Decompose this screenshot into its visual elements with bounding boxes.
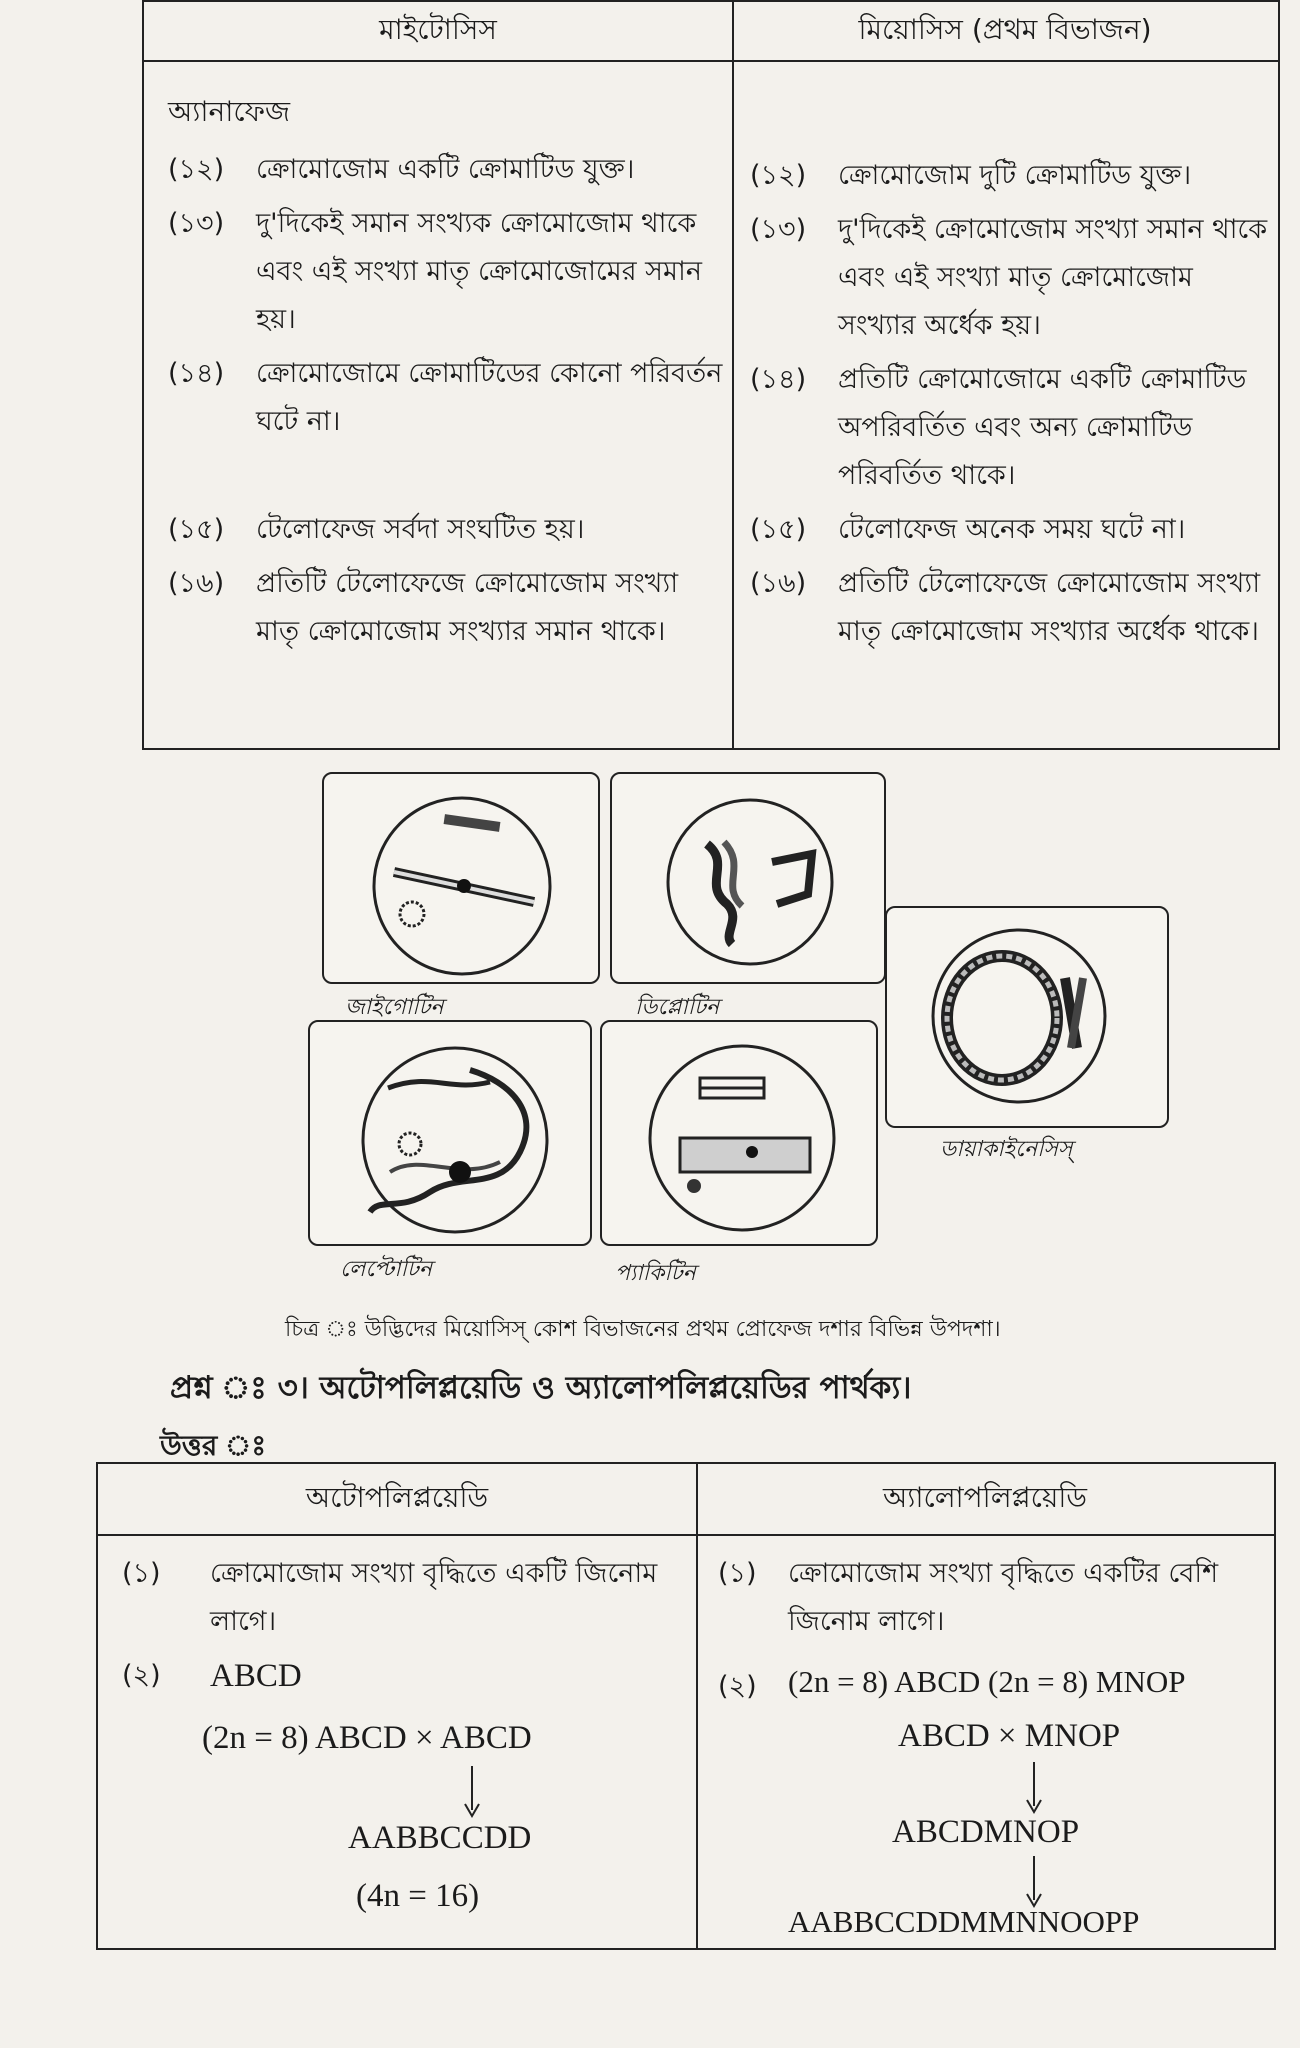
diplotene-drawing bbox=[612, 774, 888, 986]
allo-item2-num: (২) bbox=[718, 1671, 757, 1702]
diakinesis-drawing bbox=[887, 908, 1171, 1130]
zygotene-panel bbox=[322, 772, 600, 984]
label-pachytene: প্যাকিটিন bbox=[615, 1261, 696, 1286]
list-item: (১৪) ক্রোমোজোমে ক্রোমাটিডের কোনো পরিবর্তন ঘটে না। bbox=[168, 358, 723, 437]
label-diakinesis: ডায়াকাইনেসিস্ bbox=[940, 1137, 1073, 1162]
list-item: (১৩) দু'দিকেই সমান সংখ্যক ক্রোমোজোম থাকে এবং এই সংখ্যা মাতৃ ক্রোমোজোমের সমান হয়। bbox=[168, 208, 702, 335]
comparison-table-polyploidy bbox=[96, 1462, 1276, 1950]
comparison-table-mitosis-meiosis bbox=[142, 0, 1280, 750]
column-divider bbox=[732, 2, 734, 748]
list-item: (১৬) প্রতিটি টেলোফেজে ক্রোমোজোম সংখ্যা মাতৃ ক্রোমোজোম সংখ্যার সমান থাকে। bbox=[168, 568, 679, 647]
allo-product: AABBCCDDMMNNOOPP bbox=[788, 1904, 1140, 1939]
list-item: (২) ABCD bbox=[122, 1658, 302, 1694]
list-item: (১) ক্রোমোজোম সংখ্যা বৃদ্ধিতে একটি জিনোম লাগে। bbox=[122, 1558, 658, 1637]
question-heading: প্রশ্ন ঃ ৩। অটোপলিপ্লয়েডি ও অ্যালোপলিপ্লয়েডির পার্থক্য। bbox=[170, 1370, 912, 1406]
auto-chromosome-count: (4n = 16) bbox=[356, 1878, 480, 1914]
auto-product: AABBCCDD bbox=[348, 1820, 532, 1856]
diakinesis-panel bbox=[885, 906, 1169, 1128]
header-allopolyploidy: অ্যালোপলিপ্লয়েডি bbox=[696, 1464, 1274, 1536]
down-arrow-icon bbox=[462, 1766, 482, 1818]
header-autopolyploidy: অটোপলিপ্লয়েডি bbox=[98, 1464, 696, 1536]
list-item: (১২) ক্রোমোজোম দুটি ক্রোমাটিড যুক্ত। bbox=[750, 160, 1192, 191]
column-divider bbox=[696, 1464, 698, 1948]
pachytene-panel bbox=[600, 1020, 878, 1246]
diplotene-panel bbox=[610, 772, 886, 984]
header-mitosis: মাইটোসিস bbox=[144, 2, 732, 62]
list-item: (১২) ক্রোমোজোম একটি ক্রোমাটিড যুক্ত। bbox=[168, 154, 635, 185]
label-zygotene: জাইগোটিন bbox=[345, 995, 444, 1020]
down-arrow-icon bbox=[1024, 1762, 1044, 1814]
list-item: (১) ক্রোমোজোম সংখ্যা বৃদ্ধিতে একটির বেশি জিনোম লাগে। bbox=[718, 1558, 1219, 1637]
label-diplotene: ডিপ্লোটিন bbox=[635, 995, 720, 1020]
meiosis-column bbox=[750, 152, 1270, 662]
autopolyploidy-column bbox=[122, 1550, 682, 1706]
zygotene-drawing bbox=[324, 774, 602, 986]
leptotene-panel bbox=[308, 1020, 592, 1246]
allo-hybrid: ABCDMNOP bbox=[892, 1814, 1080, 1850]
anaphase-subheading: অ্যানাফেজ bbox=[168, 95, 291, 128]
allo-parents-line: (2n = 8) ABCD (2n = 8) MNOP bbox=[788, 1664, 1186, 1699]
list-item: (১৩) দু'দিকেই ক্রোমোজোম সংখ্যা সমান থাকে এবং এই সংখ্যা মাতৃ ক্রোমোজোম সংখ্যার অর্ধেক হয়। bbox=[750, 214, 1268, 341]
list-item: (১৫) টেলোফেজ অনেক সময় ঘটে না। bbox=[750, 514, 1186, 545]
auto-cross-line: (2n = 8) ABCD × ABCD bbox=[202, 1720, 532, 1756]
label-leptotene: লেপ্টোটিন bbox=[340, 1257, 433, 1282]
list-item: (১৪) প্রতিটি ক্রোমোজোমে একটি ক্রোমাটিড অপরিবর্তিত এবং অন্য ক্রোমাটিড পরিবর্তিত থাকে। bbox=[750, 364, 1247, 491]
list-item: (১৫) টেলোফেজ সর্বদা সংঘটিত হয়। bbox=[168, 514, 585, 545]
list-item: (১৬) প্রতিটি টেলোফেজে ক্রোমোজোম সংখ্যা মাতৃ ক্রোমোজোম সংখ্যার অর্ধেক থাকে। bbox=[750, 568, 1261, 647]
pachytene-drawing bbox=[602, 1022, 880, 1248]
down-arrow-icon bbox=[1024, 1856, 1044, 1908]
answer-label: উত্তর ঃ bbox=[160, 1429, 267, 1462]
header-meiosis: মিয়োসিস (প্রথম বিভাজন) bbox=[732, 2, 1278, 62]
allopolyploidy-column bbox=[718, 1550, 1268, 1652]
leptotene-drawing bbox=[310, 1022, 594, 1248]
figure-caption: চিত্র ঃ উদ্ভিদের মিয়োসিস্ কোশ বিভাজনের প্রথম প্রোফেজ দশার বিভিন্ন উপদশা। bbox=[285, 1317, 1001, 1342]
allo-cross-line: ABCD × MNOP bbox=[898, 1718, 1121, 1754]
mitosis-column bbox=[168, 88, 723, 662]
